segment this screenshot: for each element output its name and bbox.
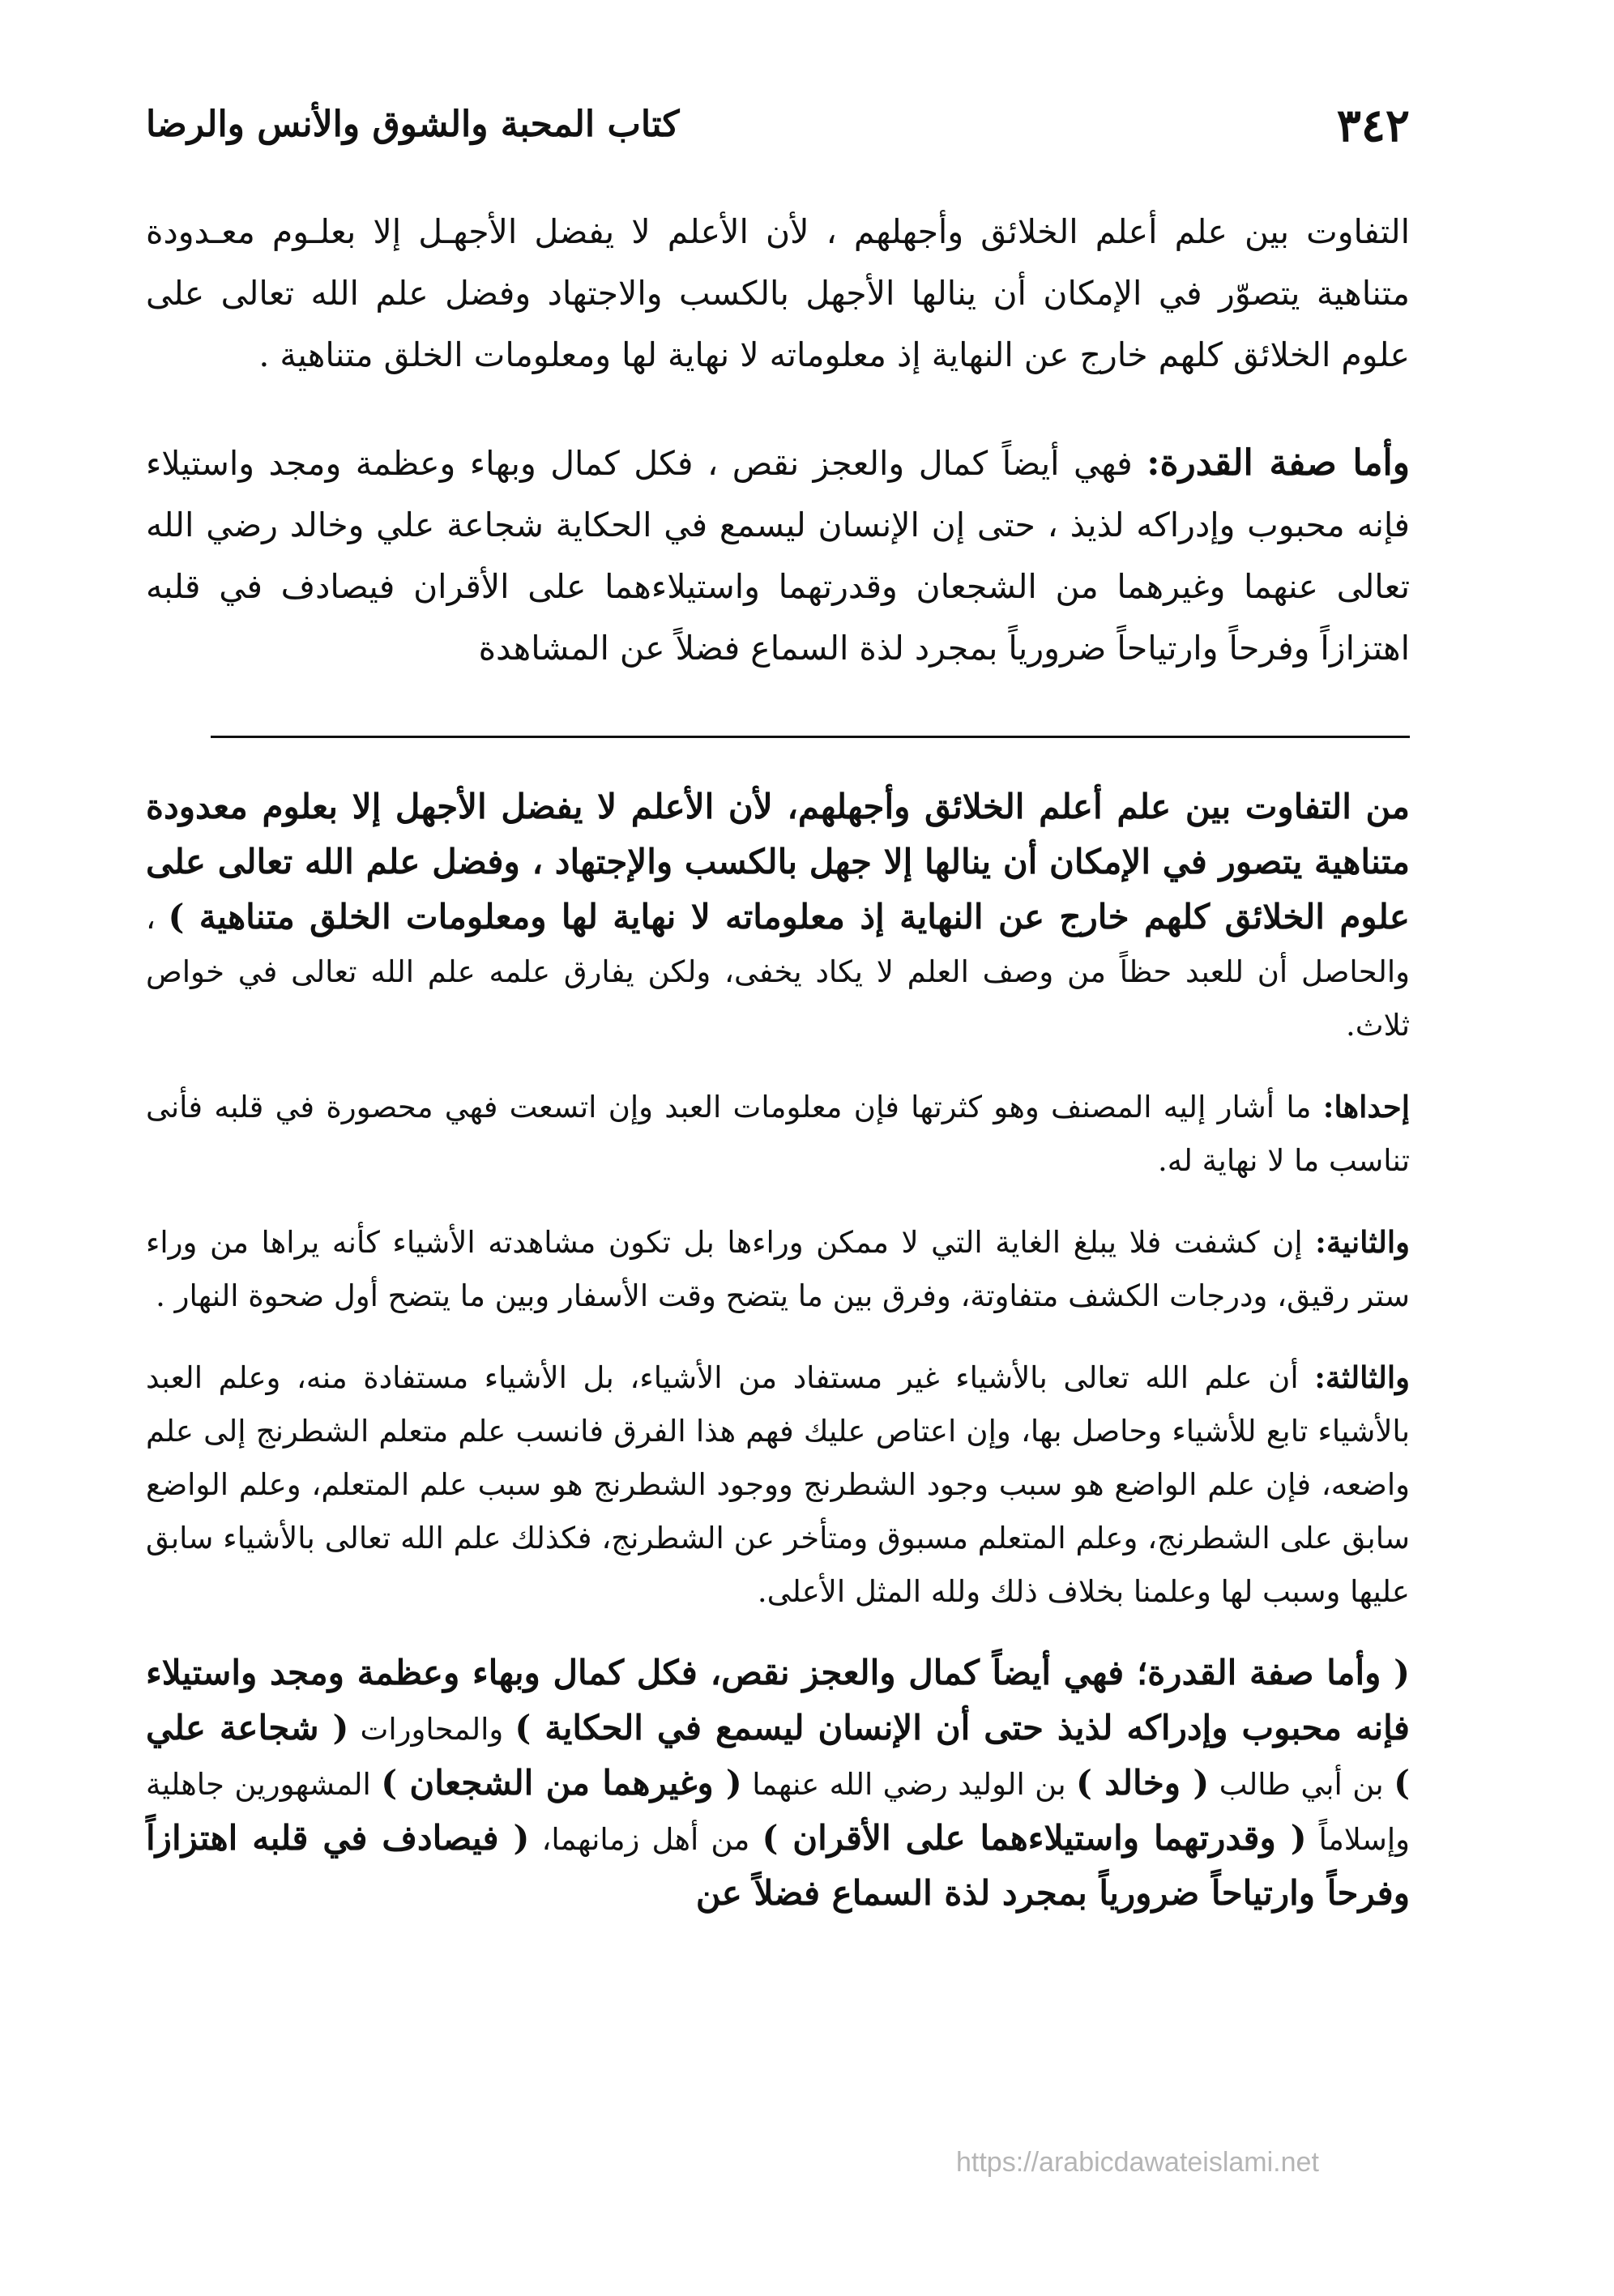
quoted-matn: ( وأما صفة القدرة؛ فهي أيضاً كمال والعجز نقص، فكل كمال وبهاء وعظمة ومجد واستيلاء فإنه محبوب وإدراكه لذيذ حتى أن الإنسان ليسمع في الحكاية ) — [146, 1653, 1410, 1748]
commentary-body: أن علم الله تعالى بالأشياء غير مستفاد من الأشياء، بل الأشياء مستفادة منه، وعلم العبد بالأشياء تابع للأشياء وحاصل بها، وإن اعتاص عليك فهم هذا الفرق فانسب علم متعلم الشطرنج إلى علم واضعه، فإن علم الواضع هو سبب وجود الشطرنج ووجود الشطرنج هو سبب علم المتعلم، وعلم الواضع سابق على الشطرنج، وعلم المتعلم مسبوق ومتأخر عن الشطرنج، فكذلك علم الله تعالى بالأشياء سابق عليها وسبب لها وعلمنا بخلاف ذلك ولله المثل الأعلى. — [146, 1360, 1410, 1609]
footnote-divider — [211, 736, 1410, 738]
main-paragraph-2 — [146, 433, 1410, 679]
commentary-body: من أهل زمانهما، — [529, 1822, 762, 1857]
commentary-paragraph-2 — [146, 1080, 1410, 1188]
commentary-paragraph-1 — [146, 780, 1410, 1052]
commentary-body: بن أبي طالب — [1209, 1767, 1394, 1802]
main-paragraph-1: التفاوت بين علم أعلم الخلائق وأجهلهم ، لأن الأعلم لا يفضل الأجهـل إلا بعلـوم معـدودة متناهية يتصوّر في الإمكان أن ينالها الأجهل بالكسب والاجتهاد وفضل علم الله تعالى على علوم الخلائق كلهم خارج عن النهاية إذ معلوماته لا نهاية لها ومعلومات الخلق متناهية . — [146, 212, 1410, 374]
commentary-paragraph-3 — [146, 1215, 1410, 1323]
commentary — [146, 780, 1410, 1922]
commentary-body: ما أشار إليه المصنف وهو كثرتها فإن معلومات العبد وإن اتسعت فهي محصورة في قلبه فأنى تناسب ما لا نهاية له. — [146, 1090, 1410, 1178]
commentary-lead: والثانية: — [1315, 1224, 1410, 1260]
main-paragraph-2-body: فهي أيضاً كمال والعجز نقص ، فكل كمال وبهاء وعظمة ومجد واستيلاء فإنه محبوب وإدراكه لذيذ ، حتى إن الإنسان ليسمع في الحكاية شجاعة علي وخالد رضي الله تعالى عنهما وغيرهما من الشجعان وقدرتهما واستيلاءهما على الأقران فيصادف في قلبه اهتزازاً وفرحاً وارتياحاً ضرورياً بمجرد لذة السماع فضلاً عن المشاهدة — [146, 444, 1410, 668]
quoted-matn: ( فيصادف في قلبه اهتزازاً وفرحاً وارتياحاً ضرورياً بمجرد لذة السماع فضلاً عن — [146, 1818, 1410, 1913]
commentary-body: إن كشفت فلا يبلغ الغاية التي لا ممكن وراءها بل تكون مشاهدته الأشياء كأنه يراها من وراء ستر رقيق، ودرجات الكشف متفاوتة، وفرق بين ما يتضح وقت الأسفار وبين ما يتضح أول ضحوة النهار . — [146, 1225, 1410, 1313]
page-number: ٣٤٢ — [1336, 99, 1410, 152]
running-header — [146, 89, 1410, 162]
commentary-body: والمحاورات — [348, 1712, 515, 1747]
quoted-matn: من التفاوت بين علم أعلم الخلائق وأجهلهم، لأن الأعلم لا يفضل الأجهل إلا بعلوم معدودة متناهية يتصور في الإمكان أن ينالها إلا جهل بالكسب والإجتهاد ، وفضل علم الله تعالى على علوم الخلائق كلهم خارج عن النهاية إذ معلوماته لا نهاية لها ومعلومات الخلق متناهية ) — [146, 787, 1410, 937]
running-title: كتاب المحبة والشوق والأنس والرضا — [146, 104, 680, 145]
commentary-body: ، والحاصل أن للعبد حظاً من وصف العلم لا يكاد يخفى، ولكن يفارق علمه علم الله تعالى في خواص ثلاث. — [146, 901, 1410, 1043]
section-heading-power: وأما صفة القدرة: — [1146, 442, 1410, 484]
quoted-matn: ( وغيرهما من الشجعان ) — [381, 1763, 742, 1803]
commentary-paragraph-5 — [146, 1646, 1410, 1922]
quoted-matn: ( وقدرتهما واستيلاءهما على الأقران ) — [762, 1818, 1307, 1858]
main-text — [146, 201, 1410, 679]
book-page — [146, 89, 1410, 2228]
commentary-body: بن الوليد رضي الله عنهما — [741, 1767, 1077, 1802]
commentary-lead: والثالثة: — [1314, 1359, 1410, 1395]
quoted-matn: ( وخالد ) — [1076, 1763, 1210, 1803]
commentary-body: المشهورين جاهلية وإسلاماً — [146, 1767, 1410, 1857]
commentary-lead: إحداها: — [1322, 1089, 1410, 1125]
quoted-matn: ( شجاعة علي ) — [146, 1708, 1410, 1803]
watermark-url: https://arabicdawateislami.net — [956, 2147, 1319, 2178]
commentary-paragraph-4 — [146, 1351, 1410, 1619]
